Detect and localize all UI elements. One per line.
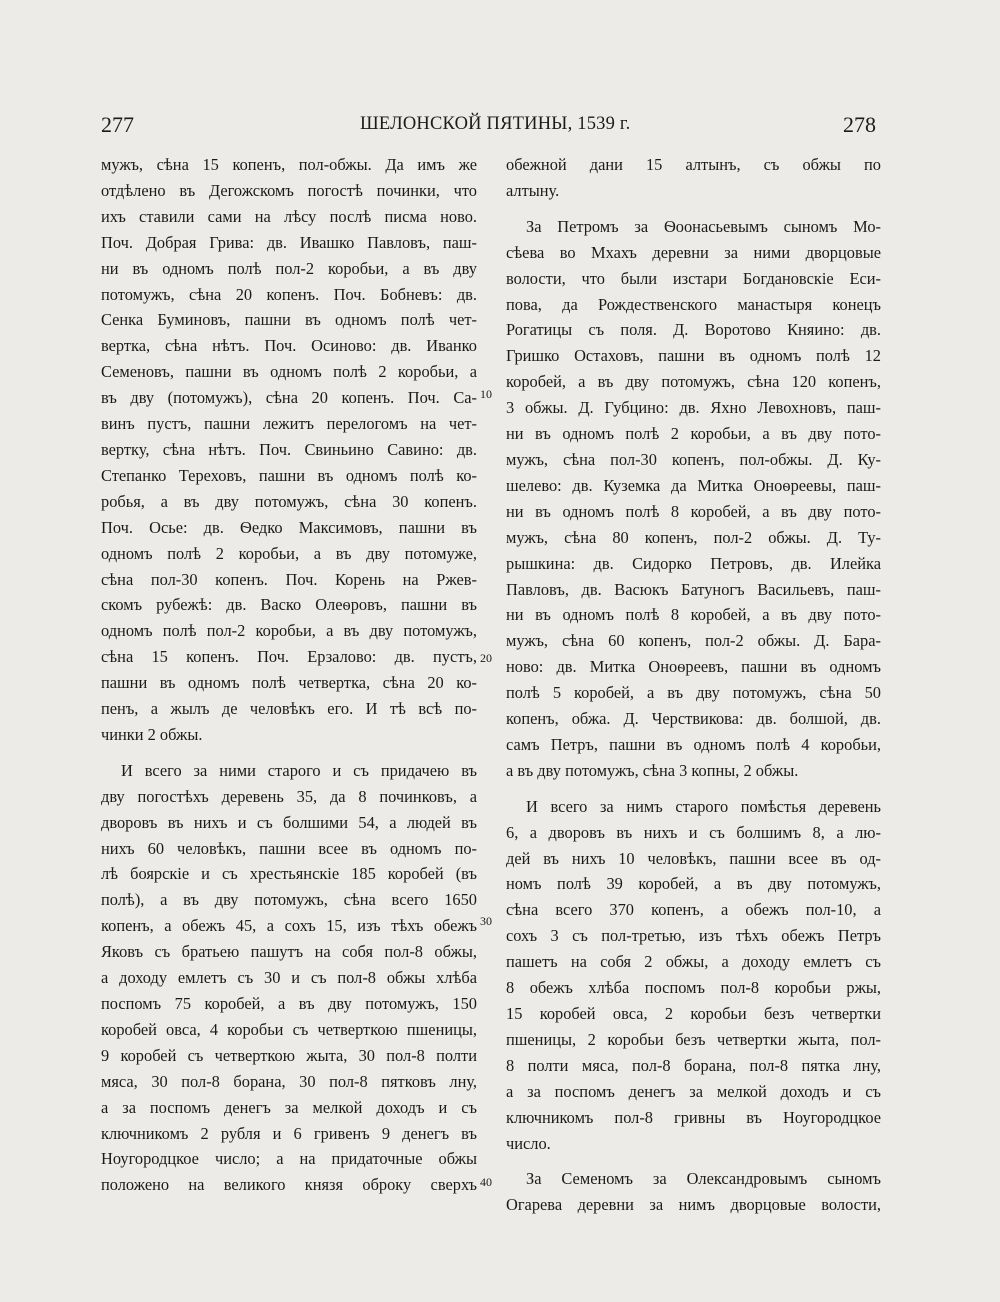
text-line: копенъ, а обежъ 45, а сохъ 15, изъ тѣхъ обежъ (101, 916, 477, 936)
text-line: а въ дву потомужъ, сѣна 3 копны, 2 обжы. (506, 760, 799, 780)
text-line: мужъ, сѣна 80 копенъ, пол-2 обжы. Д. Ту- (506, 527, 881, 547)
text-line: скомъ рубежѣ: дв. Васко Олеѳровъ, пашни въ (101, 595, 477, 615)
text-line: сѣна всего 370 копенъ, а обежъ пол-10, а (506, 900, 881, 920)
right-page-number: 278 (843, 112, 876, 137)
text-line: ключникомъ 2 рубля и 6 гривенъ 9 денегъ въ (101, 1123, 477, 1143)
text-line: алтыну. (506, 180, 560, 200)
text-line: мужъ, сѣна 15 копенъ, пол-обжы. Да имъ же (101, 155, 477, 174)
text-line: За Семеномъ за Олександровымъ сыномъ (526, 1169, 881, 1189)
text-line: ни въ одномъ полѣ пол-2 коробьи, а въ дву (101, 258, 477, 278)
line-number: 30 (480, 914, 492, 928)
text-line: одномъ полѣ пол-2 коробьи, а въ дву потомужъ, (101, 621, 477, 641)
text-line: мужъ, сѣна 60 копенъ, пол-2 обжы. Д. Бара- (506, 631, 881, 651)
left-page-number: 277 (101, 112, 134, 137)
text-line: копенъ, обжа. Д. Черствикова: дв. болшой, дв. (506, 709, 881, 729)
right-text-column (506, 152, 881, 1218)
text-line: коробей овса, 4 коробьи съ четверткою пшеницы, (101, 1019, 477, 1039)
text-line: ново: дв. Митка Оноѳреевъ, пашни въ одномъ (506, 657, 881, 677)
text-line: 8 полти мяса, пол-8 борана, пол-8 пятка лну, (506, 1055, 881, 1075)
text-line: И всего за ними старого и съ придачею въ (121, 760, 477, 780)
text-line: а за поспомъ денегъ за мелкой доходъ и съ (506, 1081, 881, 1101)
text-line: сохъ 3 съ пол-третью, изъ тѣхъ обежъ Петръ (506, 926, 881, 946)
text-line: сѣева во Мхахъ деревни за ними дворцовые (506, 242, 881, 262)
text-line: коробей, а въ дву потомужъ, сѣна 120 копенъ, (506, 372, 881, 392)
text-line: Сенка Буминовъ, пашни въ одномъ полѣ чет- (101, 310, 477, 330)
text-line: Яковъ съ братьею пашутъ на собя пол-8 обжы, (101, 942, 477, 962)
text-line: Ноугородцкое число; а на придаточные обжы (101, 1149, 477, 1169)
text-line: винъ пустъ, пашни лежитъ перелогомъ на чет- (101, 414, 477, 434)
text-line: число. (506, 1133, 551, 1153)
text-line: пова, да Рождественского манастыря конецъ (506, 294, 881, 314)
text-line: сѣна пол-30 копенъ. Поч. Корень на Ржев- (101, 569, 477, 589)
line-number: 20 (480, 651, 492, 665)
text-line: дву погостѣхъ деревень 35, да 8 починковъ, а (101, 786, 477, 806)
text-line: ихъ ставили сами на лѣсу послѣ писма ново. (101, 206, 477, 226)
text-line: потомужъ, сѣна 20 копенъ. Поч. Бобневъ: дв. (101, 284, 477, 304)
text-line: 3 обжы. Д. Губцино: дв. Яхно Левохновъ, паш- (506, 398, 881, 418)
text-line: рышкина: дв. Сидорко Петровъ, дв. Илейка (506, 553, 881, 573)
text-line: пшеницы, 2 коробьи безъ четвертки жыта, пол- (506, 1029, 881, 1049)
text-line: ни въ одномъ полѣ 2 коробьи, а въ дву пото- (506, 424, 881, 444)
text-line: шелево: дв. Куземка да Митка Оноѳреевы, паш- (506, 475, 881, 495)
text-line: Рогатицы съ поля. Д. Воротово Княино: дв. (506, 320, 881, 340)
text-line: номъ полѣ 39 коробей, а въ дву потомужъ, (506, 874, 881, 894)
text-line: ни въ одномъ полѣ 8 коробей, а въ дву пото- (506, 501, 881, 521)
text-line: пенъ, а жылъ де человѣкъ его. И тѣ всѣ по- (101, 699, 477, 719)
text-line: сѣна 15 копенъ. Поч. Ерзалово: дв. пустъ, (101, 647, 477, 667)
text-line: въ дву (потомужъ), сѣна 20 копенъ. Поч. Са- (101, 388, 477, 408)
text-line: дей въ нихъ 10 человѣкъ, пашни всее въ од- (506, 848, 881, 868)
text-line: пашетъ на собя 2 обжы, а доходу емлетъ съ (506, 952, 881, 972)
text-line: дворовъ въ нихъ и съ болшими 54, а людей въ (101, 812, 477, 832)
text-line: а за поспомъ денегъ за мелкой доходъ и съ (101, 1097, 477, 1117)
text-line: Поч. Осье: дв. Ѳедко Максимовъ, пашни въ (101, 517, 477, 537)
text-line: вертка, сѣна нѣтъ. Поч. Осиново: дв. Иванко (101, 336, 477, 356)
text-line: За Петромъ за Ѳоонасьевымъ сыномъ Мо- (526, 216, 881, 236)
text-line: ни въ одномъ полѣ 8 коробей, а въ дву пото- (506, 605, 881, 625)
left-text-column (101, 152, 477, 1198)
text-line: 8 обежъ хлѣба поспомъ пол-8 коробьи ржы, (506, 978, 881, 998)
text-line: Степанко Тереховъ, пашни въ одномъ полѣ ко- (101, 465, 477, 485)
text-line: робья, а въ дву потомужъ, сѣна 30 копенъ. (101, 491, 477, 511)
text-line: чинки 2 обжы. (101, 724, 203, 744)
text-line: И всего за нимъ старого помѣстья деревень (526, 796, 881, 816)
text-line: одномъ полѣ 2 коробьи, а въ дву потомуже, (101, 543, 477, 563)
running-title: ШЕЛОНСКОЙ ПЯТИНЫ, 1539 г. (360, 114, 631, 134)
text-line: ключникомъ пол-8 гривны въ Ноугородцкое (506, 1107, 881, 1127)
text-line: мяса, 30 пол-8 борана, 30 пол-8 пятковъ лну, (101, 1071, 477, 1091)
text-line: полѣ 5 коробей, а въ дву потомужъ, сѣна 50 (506, 683, 881, 703)
text-line: обежной дани 15 алтынъ, съ обжы по (506, 155, 881, 174)
text-line: 6, а дворовъ въ нихъ и съ болшимъ 8, а лю- (506, 822, 881, 842)
text-line: нихъ 60 человѣкъ, пашни всее въ одномъ по- (101, 838, 477, 858)
running-header (0, 112, 1000, 146)
text-line: Поч. Добрая Грива: дв. Ивашко Павловъ, паш- (101, 232, 477, 252)
text-line: положено на великого князя оброку сверхъ (101, 1175, 477, 1195)
text-line: Семеновъ, пашни въ одномъ полѣ 2 коробьи, а (101, 362, 477, 382)
text-line: Павловъ, дв. Васюкъ Батуногъ Васильевъ, паш- (506, 579, 881, 599)
line-number: 40 (480, 1175, 492, 1189)
text-line: самъ Петръ, пашни въ одномъ полѣ 4 коробьи, (506, 734, 881, 754)
text-line: а доходу емлетъ съ 30 и съ пол-8 обжы хлѣба (101, 968, 477, 988)
text-line: лѣ боярскіе и съ хрестьянскіе 185 коробей (въ (101, 864, 477, 884)
text-line: мужъ, сѣна пол-30 копенъ, пол-обжы. Д. Ку- (506, 449, 881, 469)
text-line: 9 коробей съ четверткою жыта, 30 пол-8 полти (101, 1045, 477, 1065)
text-line: вертку, сѣна нѣтъ. Поч. Свиньино Савино: дв. (101, 439, 477, 459)
text-line: отдѣлено въ Дегожскомъ погостѣ починки, что (101, 180, 477, 200)
line-number: 10 (480, 387, 492, 401)
text-line: поспомъ 75 коробей, а въ дву потомужъ, 150 (101, 994, 477, 1013)
text-line: пашни въ одномъ полѣ четвертка, сѣна 20 ко- (101, 673, 477, 693)
text-line: полѣ), а въ дву потомужъ, сѣна всего 1650 (101, 890, 477, 910)
text-line: волости, что были изстари Богдановскіе Еси- (506, 268, 881, 288)
text-line: Огарева деревни за нимъ дворцовые волости, (506, 1195, 881, 1215)
text-line: Гришко Остаховъ, пашни въ одномъ полѣ 12 (506, 346, 881, 366)
text-line: 15 коробей овса, 2 коробьи безъ четвертки (506, 1004, 881, 1023)
